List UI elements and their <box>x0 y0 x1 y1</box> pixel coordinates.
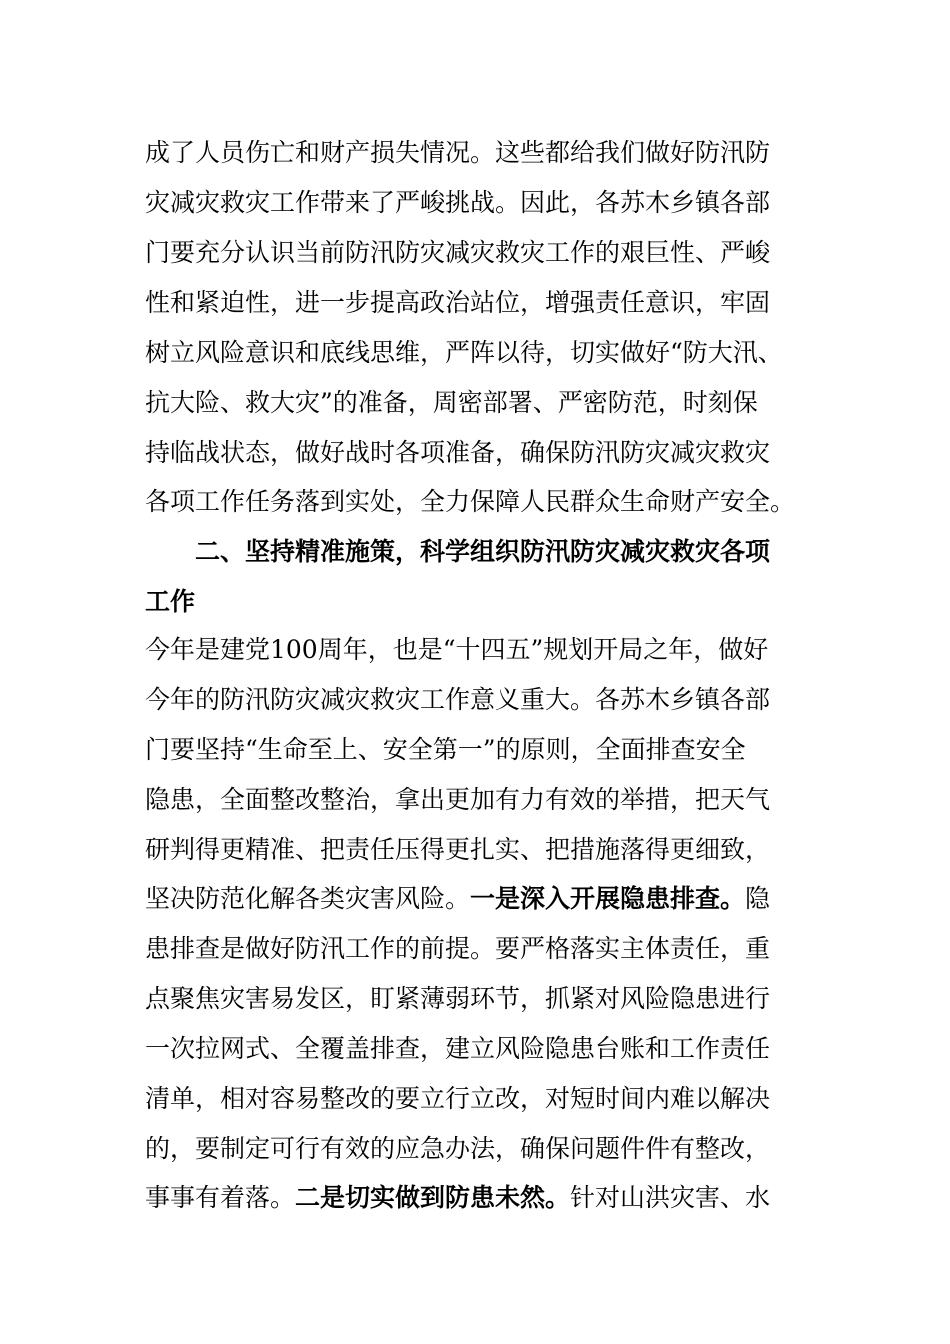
body-text-line: 灾减灾救灾工作带来了严峻挑战。因此，各苏木乡镇各部 <box>145 188 771 217</box>
body-text-line-mixed <box>145 883 770 915</box>
body-text-line: 抗大险、救大灾”的准备，周密部署、严密防范，时刻保 <box>145 388 758 417</box>
bold-subheading: 二是切实做到防患未然。 <box>295 1183 571 1212</box>
body-text-line: 清单，相对容易整改的要立行立改，对短时间内难以解决 <box>145 1084 771 1113</box>
body-text-segment: 事事有着落。 <box>145 1183 296 1212</box>
body-text-line: 今年的防汛防灾减灾救灾工作意义重大。各苏木乡镇各部 <box>145 685 771 714</box>
body-text-line: 今年是建党100周年，也是“十四五”规划开局之年，做好 <box>145 635 769 664</box>
body-text-line: 点聚焦灾害易发区，盯紧薄弱环节，抓紧对风险隐患进行 <box>145 984 771 1013</box>
body-text-line: 患排查是做好防汛工作的前提。要严格落实主体责任，重 <box>145 934 771 963</box>
body-text-line: 持临战状态，做好战时各项准备，确保防汛防灾减灾救灾 <box>145 438 771 467</box>
body-text-segment: 针对山洪灾害、水 <box>570 1183 771 1212</box>
body-text-segment: 坚决防范化解各类灾害风险。 <box>145 884 471 913</box>
body-text-line: 树立风险意识和底线思维，严阵以待，切实做好“防大汛、 <box>145 338 783 367</box>
body-text-line: 门要坚持“生命至上、安全第一”的原则，全面排查安全 <box>145 735 746 764</box>
body-text-line: 研判得更精准、把责任压得更扎实、把措施落得更细致， <box>145 835 771 864</box>
section-heading: 二、坚持精准施策，科学组织防汛防灾减灾救灾各项 <box>195 537 771 566</box>
body-text-line: 一次拉网式、全覆盖排查，建立风险隐患台账和工作责任 <box>145 1034 771 1063</box>
bold-subheading: 一是深入开展隐患排查。 <box>470 884 746 913</box>
body-text-line: 门要充分认识当前防汛防灾减灾救灾工作的艰巨性、严峻 <box>145 238 771 267</box>
section-heading-continued: 工作 <box>145 587 196 616</box>
body-text-line: 性和紧迫性，进一步提高政治站位，增强责任意识，牢固 <box>145 288 771 317</box>
body-text-segment: 隐 <box>745 884 771 913</box>
body-text-line: 的，要制定可行有效的应急办法，确保问题件件有整改， <box>145 1134 771 1163</box>
body-text-line: 各项工作任务落到实处，全力保障人民群众生命财产安全。 <box>145 487 796 516</box>
body-text-line: 隐患，全面整改整治，拿出更加有力有效的举措，把天气 <box>145 785 771 814</box>
body-text-line: 成了人员伤亡和财产损失情况。这些都给我们做好防汛防 <box>145 138 771 167</box>
body-text-line-mixed <box>145 1182 770 1214</box>
